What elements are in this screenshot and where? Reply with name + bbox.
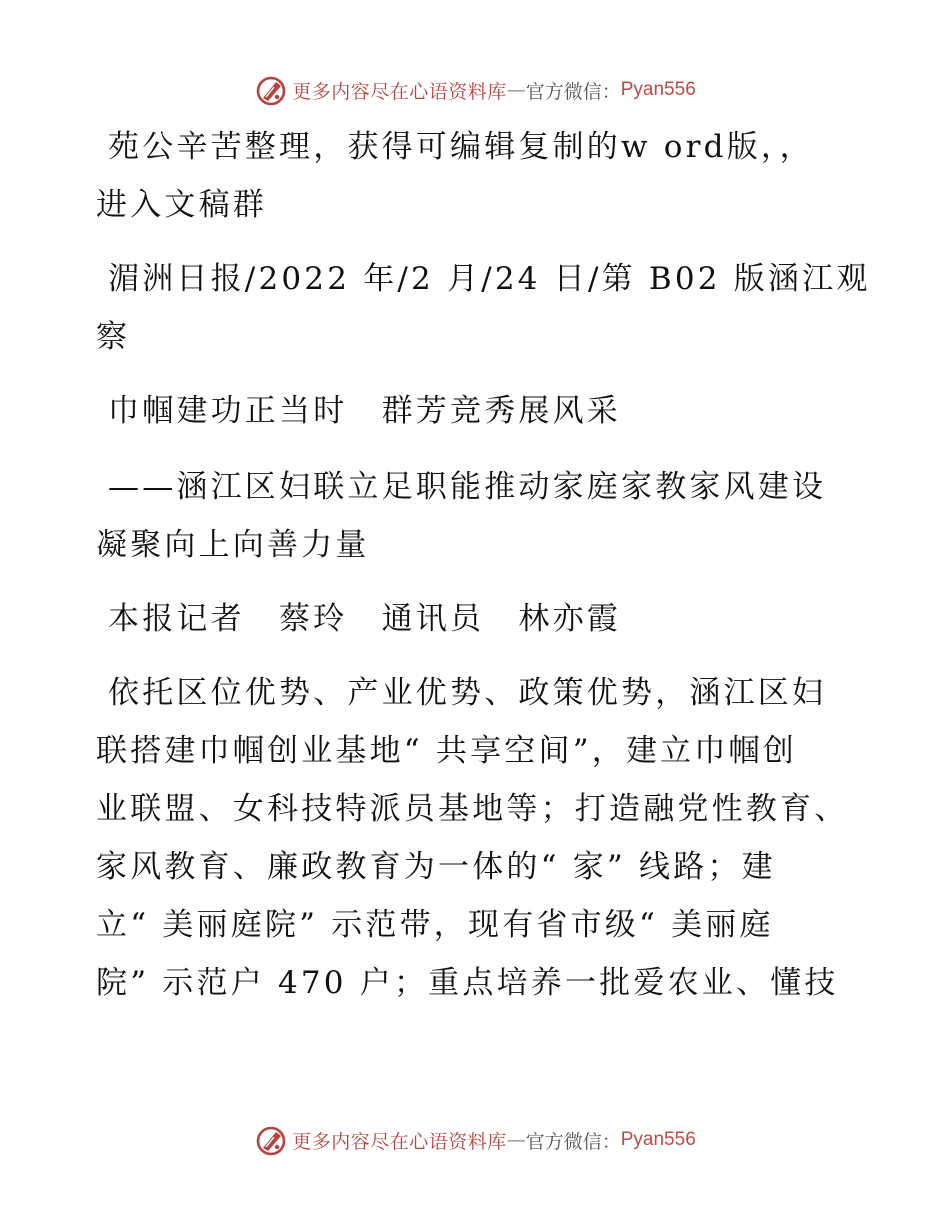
article-title-text: 巾帼建功正当时 群芳竞秀展风采 <box>108 393 621 429</box>
byline-text: 本报记者 蔡玲 通讯员 林亦霞 <box>108 601 621 637</box>
source-line-2: 察 <box>96 319 131 355</box>
notice-paragraph <box>96 118 856 234</box>
subtitle-line-1: ——涵江区妇联立足职能推动家庭家教家风建设 <box>108 469 827 505</box>
banner-separator: — <box>506 79 526 101</box>
body-line-3: 业联盟、女科技特派员基地等；打造融党性教育、 <box>96 791 849 827</box>
footer-watermark-banner <box>0 1120 950 1160</box>
notice-line-2: 进入文稿群 <box>96 187 267 223</box>
banner-wechat-label: 官方微信： <box>525 1130 621 1153</box>
banner-separator: — <box>506 1129 526 1151</box>
byline <box>96 590 856 648</box>
pen-nib-circle-icon <box>254 73 288 107</box>
body-line-1: 依托区位优势、产业优势、政策优势，涵江区妇 <box>108 675 827 711</box>
body-line-4: 家风教育、廉政教育为一体的“ 家” 线路；建 <box>96 849 776 885</box>
banner-wechat-label: 官方微信： <box>525 80 621 103</box>
body-line-5: 立“ 美丽庭院” 示范带，现有省市级“ 美丽庭 <box>96 907 774 943</box>
source-line-1: 湄洲日报/2022 年/2 月/24 日/第 B02 版涵江观 <box>108 261 871 297</box>
article-subtitle <box>96 458 856 574</box>
banner-wechat-id: Pyan556 <box>620 1129 696 1150</box>
subtitle-line-2: 凝聚向上向善力量 <box>96 527 370 563</box>
banner-wechat-id: Pyan556 <box>620 79 696 100</box>
header-watermark-banner <box>0 70 950 110</box>
notice-line-1: 苑公辛苦整理，获得可编辑复制的w ord版，， <box>108 129 814 165</box>
article-title <box>96 382 856 440</box>
banner-site-text: 更多内容尽在心语资料库 <box>292 80 507 103</box>
body-paragraph <box>96 664 856 1012</box>
body-line-2: 联搭建巾帼创业基地“ 共享空间”，建立巾帼创 <box>96 733 797 769</box>
source-paragraph <box>96 250 871 366</box>
banner-site-text: 更多内容尽在心语资料库 <box>292 1130 507 1153</box>
pen-nib-circle-icon <box>254 1123 288 1157</box>
body-line-6: 院” 示范户 470 户；重点培养一批爱农业、懂技 <box>96 965 839 1001</box>
